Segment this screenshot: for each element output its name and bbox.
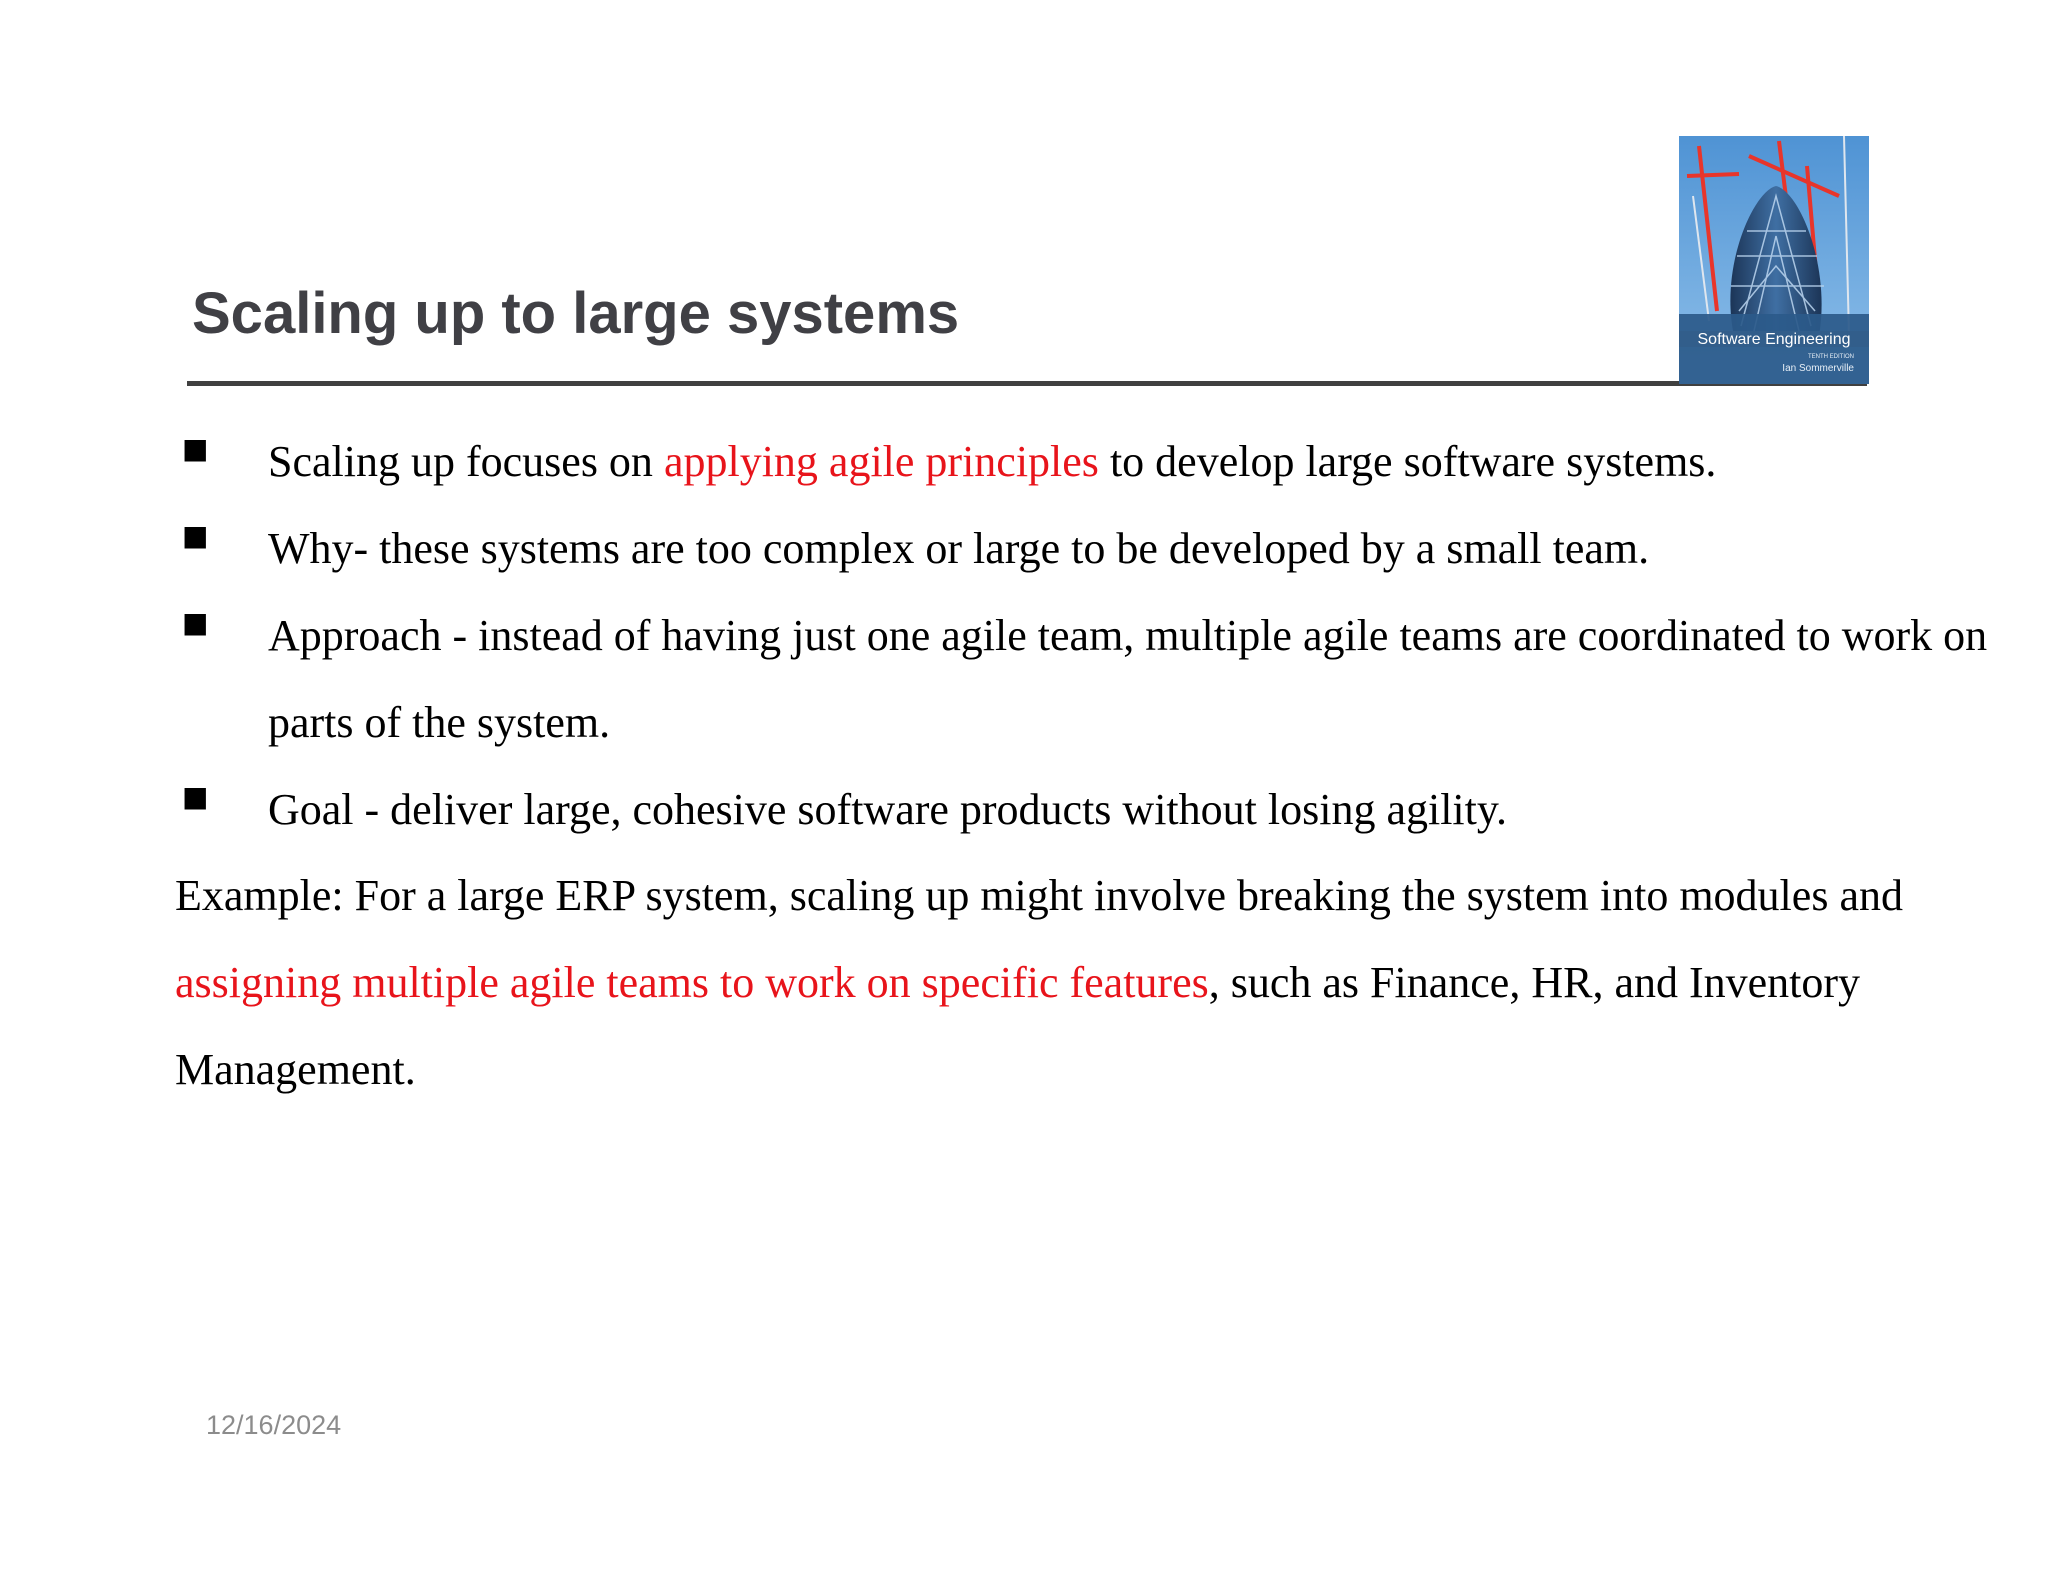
cover-edition: TENTH EDITION — [1808, 354, 1854, 360]
slide-date: 12/16/2024 — [206, 1410, 342, 1440]
example-paragraph — [175, 852, 1995, 1113]
title-underline — [187, 381, 1867, 386]
example-text-after: , such as Finance, HR, and Inventory Management. — [175, 958, 1861, 1094]
square-bullet-icon: ■ — [182, 780, 209, 813]
bullet-item — [175, 766, 2005, 853]
bullet-text: Goal - deliver large, cohesive software products without losing agility. — [268, 785, 1508, 834]
book-cover-image — [1679, 136, 1869, 384]
example-highlight: assigning multiple agile teams to work on specific features — [175, 958, 1209, 1007]
cover-title: Software Engineering — [1697, 331, 1851, 348]
cover-author: Ian Sommerville — [1782, 363, 1854, 374]
square-bullet-icon: ■ — [182, 606, 209, 639]
bullet-text-after: to develop large software systems. — [1098, 437, 1717, 486]
bullet-item — [175, 418, 2005, 505]
square-bullet-icon: ■ — [182, 519, 209, 552]
bullet-item — [175, 592, 2005, 766]
bullet-list — [175, 418, 2005, 853]
bullet-text: Approach - instead of having just one agile team, multiple agile teams are coordinated to work on parts of the system. — [268, 611, 1988, 747]
bullet-highlight: applying agile principles — [663, 437, 1099, 486]
example-text: Example: For a large ERP system, scaling up might involve breaking the system into modules and — [175, 871, 1903, 920]
bullet-text: Why- these systems are too complex or large to be developed by a small team. — [268, 524, 1650, 573]
bullet-text: Scaling up focuses on — [268, 437, 664, 486]
slide-title: Scaling up to large systems — [192, 281, 960, 346]
bullet-item — [175, 505, 2005, 592]
square-bullet-icon: ■ — [182, 432, 209, 465]
